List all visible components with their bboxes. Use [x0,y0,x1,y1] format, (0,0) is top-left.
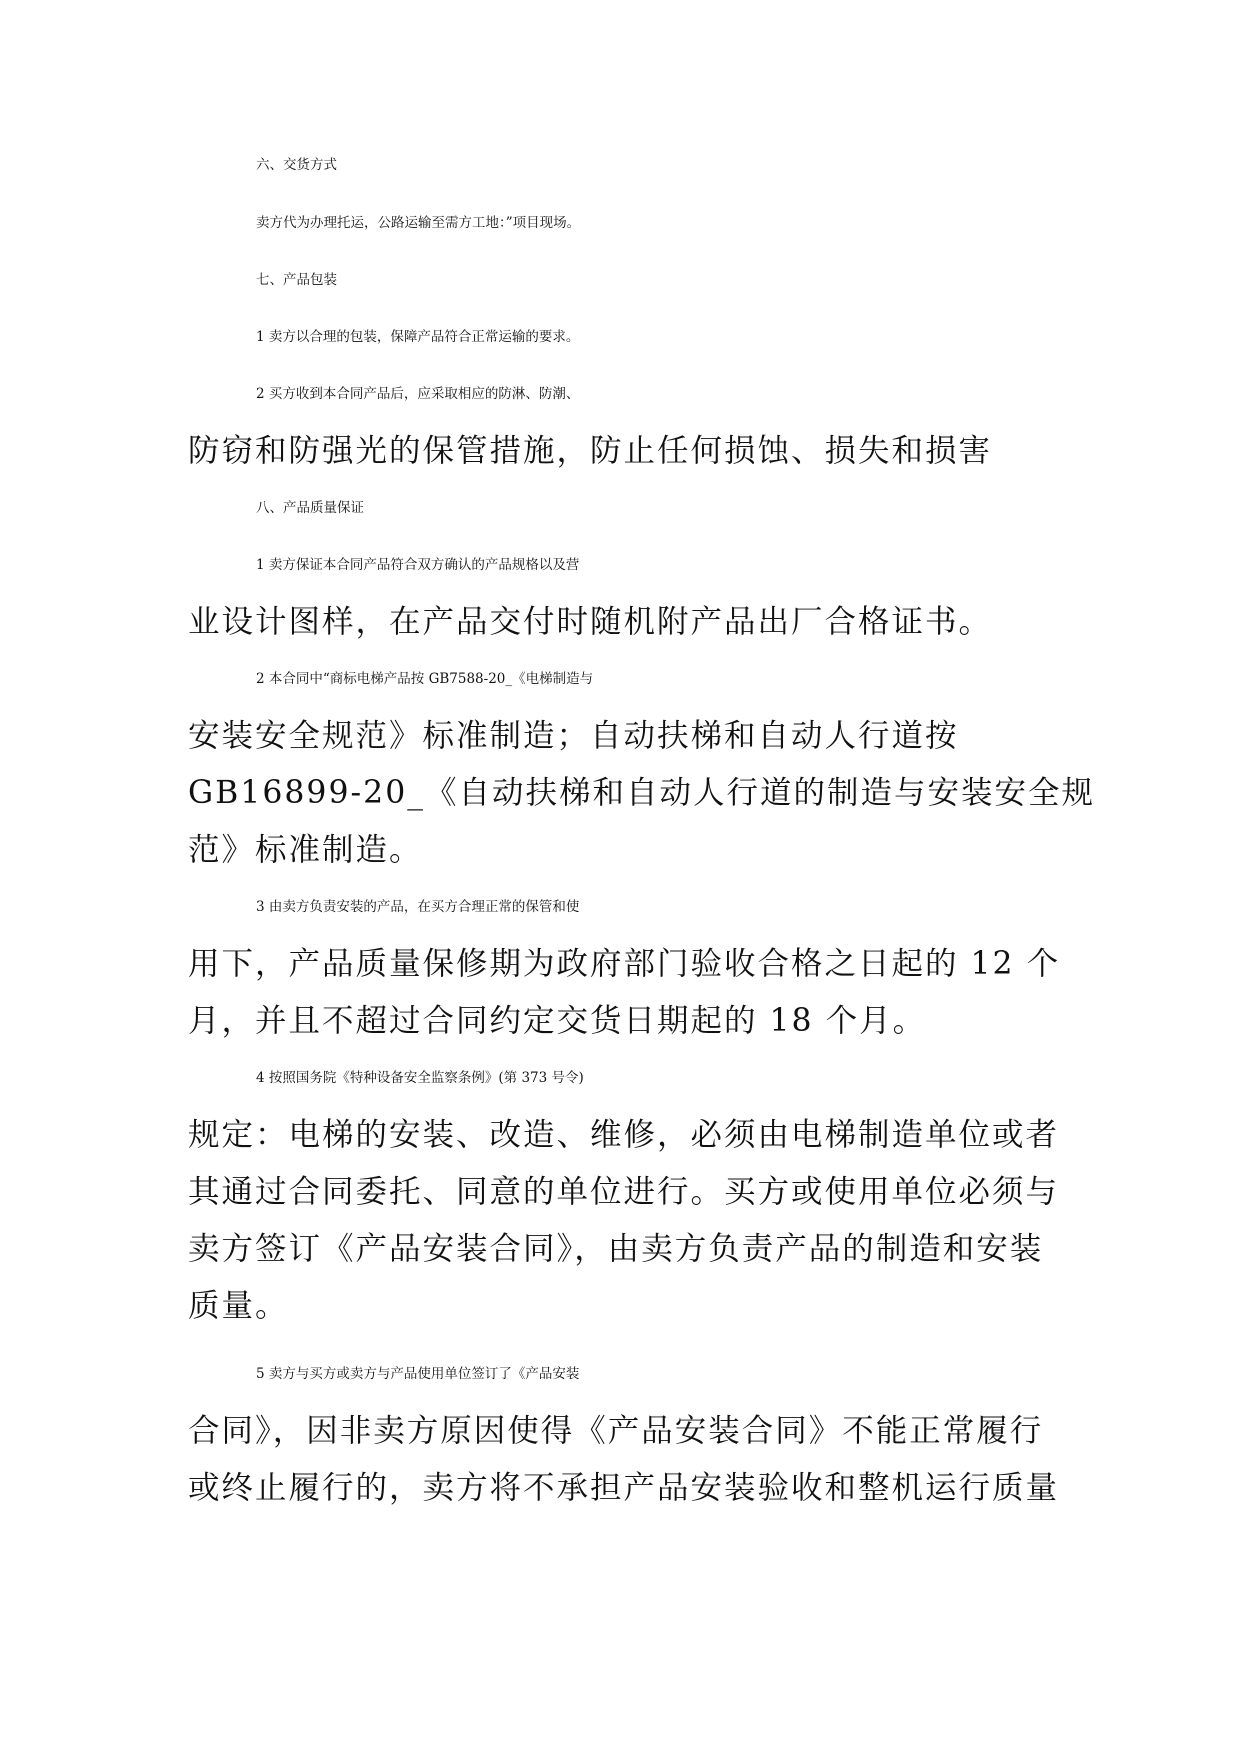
paragraph-line: 用下，产品质量保修期为政府部门验收合格之日起的 12 个 [188,946,1061,982]
paragraph-line: 业设计图样，在产品交付时随机附产品出厂合格证书。 [188,604,993,640]
paragraph-line: 质量。 [188,1288,289,1324]
paragraph-line: 防窃和防强光的保管措施，防止任何损蚀、损失和损害 [188,433,993,469]
paragraph-line: 4 按照国务院《特种设备安全监察条例》(第 373 号令) [256,1070,584,1086]
paragraph-line: 1 卖方以合理的包装，保障产品符合正常运输的要求。 [256,329,580,345]
paragraph-line: 5 卖方与买方或卖方与产品使用单位签订了《产品安装 [256,1366,580,1382]
paragraph-line: 卖方签订《产品安装合同》，由卖方负责产品的制造和安装 [188,1231,1044,1267]
section-heading-quality: 八、产品质量保证 [256,500,364,516]
paragraph-line: 合同》，因非卖方原因使得《产品安装合同》不能正常履行 [188,1413,1044,1449]
section-heading-packaging: 七、产品包装 [256,272,337,288]
paragraph-line: 或终止履行的，卖方将不承担产品安装验收和整机运行质量 [188,1470,1060,1506]
paragraph-line: 1 卖方保证本合同产品符合双方确认的产品规格以及营 [256,557,580,573]
paragraph-line: 规定：电梯的安装、改造、维修，必须由电梯制造单位或者 [188,1117,1060,1153]
paragraph-line: 其通过合同委托、同意的单位进行。买方或使用单位必须与 [188,1174,1060,1210]
paragraph-line: 3 由卖方负责安装的产品，在买方合理正常的保管和使 [256,899,580,915]
paragraph-line: 月，并且不超过合同约定交货日期起的 18 个月。 [188,1003,927,1039]
paragraph-line: 2 买方收到本合同产品后，应采取相应的防淋、防潮、 [256,386,580,402]
paragraph-line: 卖方代为办理托运，公路运输至需方工地：”项目现场。 [256,215,581,231]
section-heading-delivery: 六、交货方式 [256,157,337,173]
paragraph-line: 安装安全规范》标准制造；自动扶梯和自动人行道按 [188,718,959,754]
paragraph-line: 范》标准制造。 [188,832,423,868]
paragraph-line: GB16899-20_《自动扶梯和自动人行道的制造与安装安全规 [188,775,1095,811]
paragraph-line: 2 本合同中“商标电梯产品按 GB7588-20_《电梯制造与 [256,671,594,687]
